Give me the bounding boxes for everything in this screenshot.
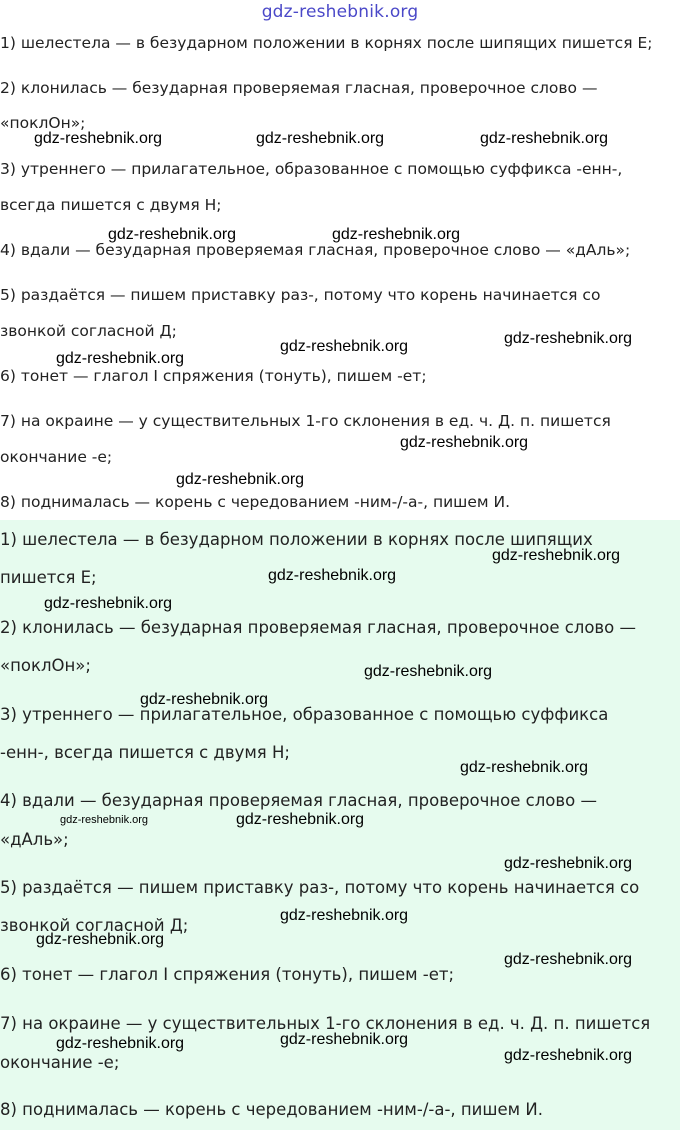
answer-line: звонкой согласной Д;: [0, 916, 189, 935]
site-watermark-header: gdz-reshebnik.org: [261, 2, 419, 22]
watermark-text: gdz-reshebnik.org: [108, 226, 237, 243]
watermark-text: gdz-reshebnik.org: [504, 1047, 633, 1064]
watermark-text: gdz-reshebnik.org: [176, 471, 305, 488]
answer-line: окончание -е;: [0, 1053, 120, 1072]
watermark-text: gdz-reshebnik.org: [36, 931, 165, 948]
answer-line: «дАль»;: [0, 830, 69, 849]
answer-line: 5) раздаётся — пишем приставку раз-, потому что корень начинается со: [0, 878, 640, 897]
answer-line: 3) утреннего — прилагательное, образованное с помощью суффикса: [0, 705, 609, 724]
answer-line: 6) тонет — глагол I спряжения (тонуть), пишем -ет;: [0, 965, 455, 984]
watermark-text: gdz-reshebnik.org: [280, 907, 409, 924]
answer-block-2: [0, 520, 680, 1130]
watermark-text: gdz-reshebnik.org: [480, 130, 609, 147]
answer-line: 5) раздаётся — пишем приставку раз-, потому что корень начинается со: [0, 286, 601, 304]
answer-line: 2) клонилась — безударная проверяемая гласная, проверочное слово —: [0, 618, 636, 637]
answer-line: 1) шелестела — в безударном положении в корнях после шипящих: [0, 530, 593, 549]
watermark-text: gdz-reshebnik.org: [280, 1031, 409, 1048]
answer-block-1: [0, 0, 680, 520]
answer-line: 1) шелестела — в безударном положении в корнях после шипящих пишется Е;: [0, 34, 653, 52]
watermark-text: gdz-reshebnik.org: [56, 1035, 185, 1052]
answer-line: пишется Е;: [0, 568, 97, 587]
watermark-text: gdz-reshebnik.org: [268, 567, 397, 584]
watermark-text: gdz-reshebnik.org: [400, 434, 529, 451]
answer-line: -енн-, всегда пишется с двумя Н;: [0, 743, 290, 762]
answer-line: 2) клонилась — безударная проверяемая гласная, проверочное слово —: [0, 79, 598, 97]
answer-line: звонкой согласной Д;: [0, 322, 177, 340]
answer-line: всегда пишется с двумя Н;: [0, 196, 222, 214]
watermark-text: gdz-reshebnik.org: [280, 338, 409, 355]
watermark-text: gdz-reshebnik.org: [492, 547, 621, 564]
watermark-text: gdz-reshebnik.org: [140, 691, 269, 708]
answer-line: «поклОн»;: [0, 114, 86, 132]
watermark-text: gdz-reshebnik.org: [504, 855, 633, 872]
watermark-text: gdz-reshebnik.org: [460, 759, 589, 776]
watermark-text: gdz-reshebnik.org: [34, 130, 163, 147]
answer-line: 3) утреннего — прилагательное, образованное с помощью суффикса -енн-,: [0, 160, 623, 178]
answer-line: 7) на окраине — у существительных 1-го склонения в ед. ч. Д. п. пишется: [0, 412, 611, 430]
answer-line: 4) вдали — безударная проверяемая гласная, проверочное слово — «дАль»;: [0, 241, 631, 259]
watermark-text: gdz-reshebnik.org: [504, 951, 633, 968]
watermark-text: gdz-reshebnik.org: [56, 350, 185, 367]
watermark-text: gdz-reshebnik.org: [44, 595, 173, 612]
watermark-text: gdz-reshebnik.org: [236, 811, 365, 828]
watermark-text: gdz-reshebnik.org: [332, 226, 461, 243]
watermark-text-small: gdz-reshebnik.org: [60, 814, 149, 826]
answer-line: окончание -е;: [0, 448, 113, 466]
answer-line: 6) тонет — глагол I спряжения (тонуть), пишем -ет;: [0, 367, 427, 385]
watermark-text: gdz-reshebnik.org: [504, 330, 633, 347]
answer-line: 8) поднималась — корень с чередованием -ним-/-а-, пишем И.: [0, 493, 511, 511]
answer-line: 4) вдали — безударная проверяемая гласная, проверочное слово —: [0, 791, 597, 810]
answer-line: 7) на окраине — у существительных 1-го склонения в ед. ч. Д. п. пишется: [0, 1014, 651, 1033]
answer-line: 8) поднималась — корень с чередованием -ним-/-а-, пишем И.: [0, 1100, 543, 1119]
answer-line: «поклОн»;: [0, 656, 91, 675]
watermark-text: gdz-reshebnik.org: [364, 663, 493, 680]
watermark-text: gdz-reshebnik.org: [256, 130, 385, 147]
